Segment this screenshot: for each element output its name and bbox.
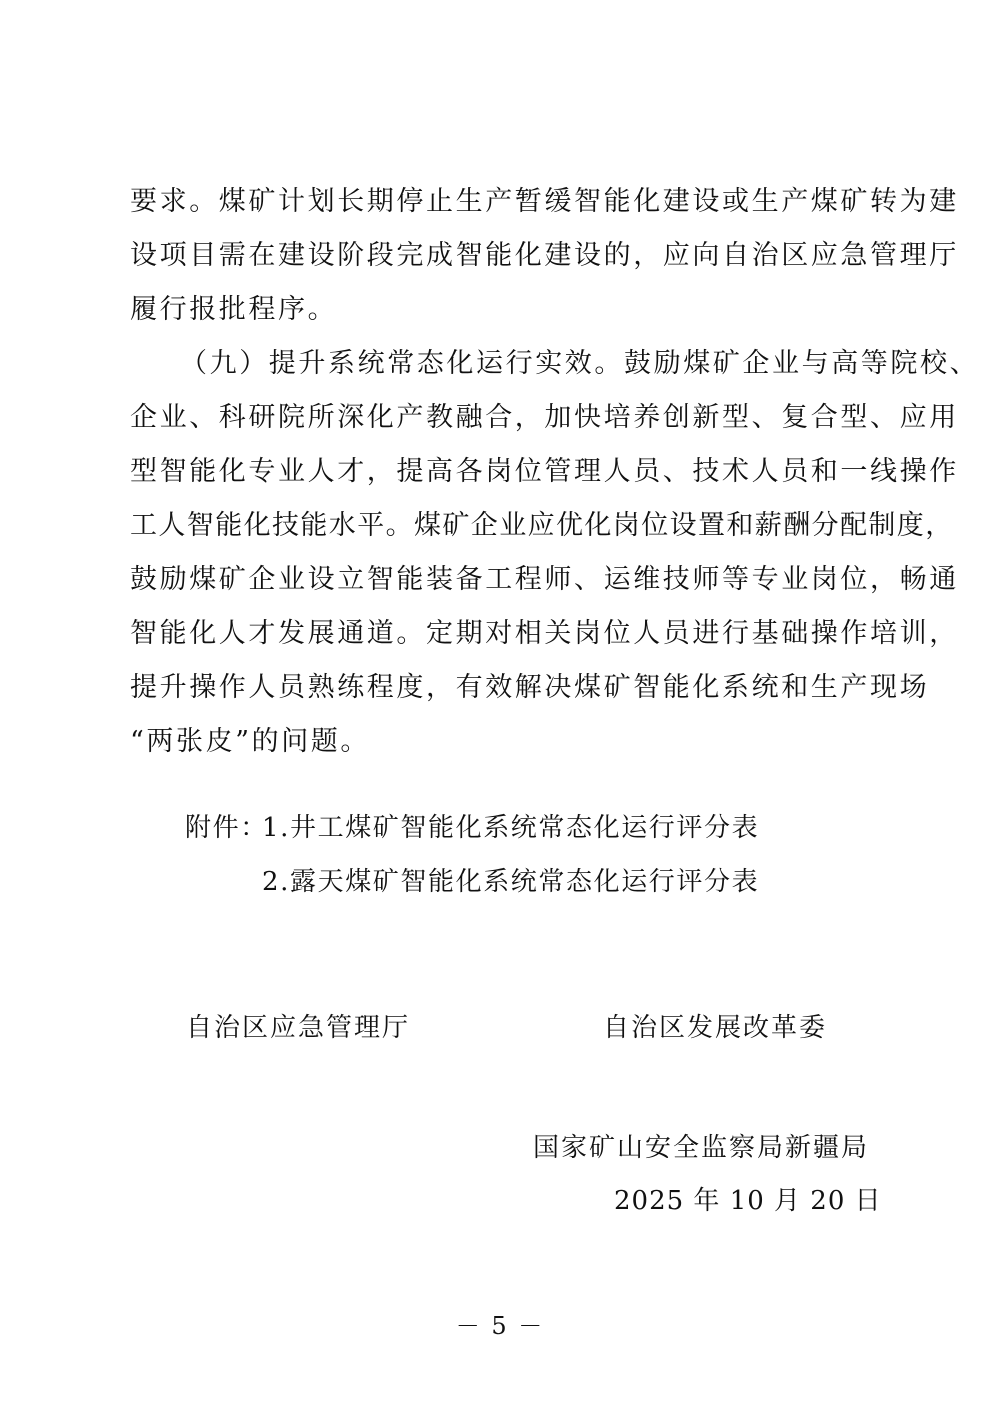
- attachment-item: 2.露天煤矿智能化系统常态化运行评分表: [262, 867, 760, 897]
- signatory-development-reform-commission: 自治区发展改革委: [603, 1013, 828, 1043]
- body-line: 企业、科研院所深化产教融合，加快培养创新型、复合型、应用: [130, 402, 959, 433]
- body-line: 要求。煤矿计划长期停止生产暂缓智能化建设或生产煤矿转为建: [130, 186, 959, 217]
- document-date: 2025 年 10 月 20 日: [614, 1186, 882, 1216]
- signatory-mine-safety-bureau: 国家矿山安全监察局新疆局: [533, 1133, 870, 1163]
- body-line: “两张皮”的问题。: [130, 726, 371, 757]
- body-line: 提升操作人员熟练程度，有效解决煤矿智能化系统和生产现场: [130, 672, 930, 703]
- body-line: 设项目需在建设阶段完成智能化建设的，应向自治区应急管理厅: [130, 240, 959, 271]
- body-line: 鼓励煤矿企业设立智能装备工程师、运维技师等专业岗位，畅通: [130, 564, 959, 595]
- body-line: 型智能化专业人才，提高各岗位管理人员、技术人员和一线操作: [130, 456, 959, 487]
- section-heading-line: （九）提升系统常态化运行实效。鼓励煤矿企业与高等院校、: [180, 348, 980, 379]
- body-line: 智能化人才发展通道。定期对相关岗位人员进行基础操作培训，: [130, 618, 959, 649]
- page-number: － 5 －: [455, 1312, 545, 1340]
- attachment-label: 附件：: [185, 813, 268, 843]
- body-line: 工人智能化技能水平。煤矿企业应优化岗位设置和薪酬分配制度，: [130, 510, 954, 541]
- body-line: 履行报批程序。: [130, 294, 338, 325]
- signatory-emergency-management-dept: 自治区应急管理厅: [186, 1013, 411, 1043]
- attachment-item: 1.井工煤矿智能化系统常态化运行评分表: [262, 813, 760, 843]
